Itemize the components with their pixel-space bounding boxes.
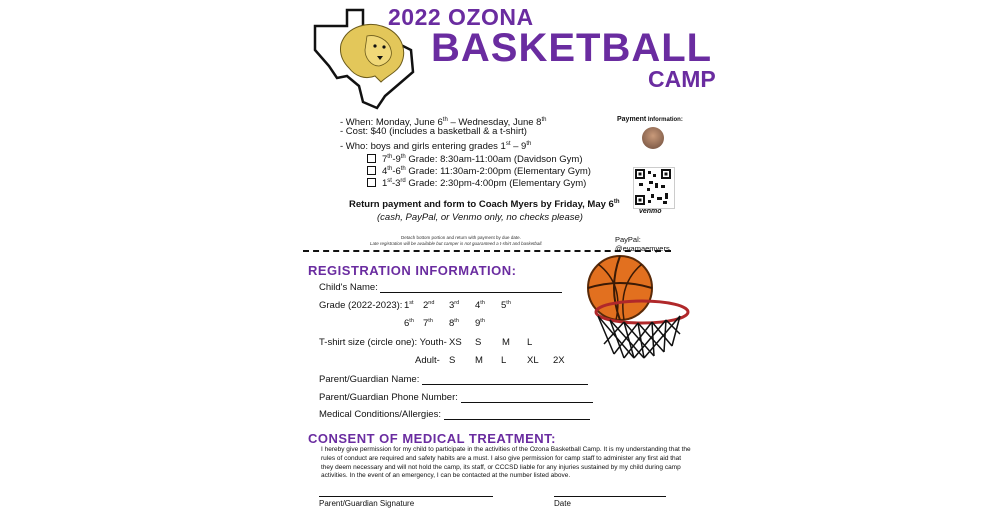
paypal-handle: PayPal: @evamaemyers xyxy=(615,235,670,253)
size-option[interactable]: 2X xyxy=(553,355,565,366)
tshirt-label: T-shirt size (circle one): Youth- xyxy=(319,337,447,348)
avatar xyxy=(642,127,664,149)
date-label: Date xyxy=(554,499,571,508)
grade-option[interactable]: 2nd xyxy=(423,300,435,312)
session-row: 7th-9th Grade: 8:30am-11:00am (Davidson Gym) xyxy=(367,151,582,166)
checkbox-icon[interactable] xyxy=(367,154,376,163)
size-option[interactable]: M xyxy=(502,337,510,348)
size-option[interactable]: XS xyxy=(449,337,462,348)
grade-option[interactable]: 8th xyxy=(449,318,459,330)
payment-title: Payment Information: xyxy=(617,116,683,123)
grade-label: Grade (2022-2023): xyxy=(319,300,403,311)
qr-code-icon xyxy=(635,169,671,205)
signature-line[interactable] xyxy=(319,496,493,497)
guardian-phone-input[interactable] xyxy=(461,392,593,403)
detach-line xyxy=(303,250,671,252)
checkbox-icon[interactable] xyxy=(367,166,376,175)
return-note: Return payment and form to Coach Myers by Friday, May 6th xyxy=(349,199,620,211)
when-line: - When: Monday, June 6th – Wednesday, June 8th xyxy=(340,117,547,129)
grade-option[interactable]: 9th xyxy=(475,318,485,330)
return-note-sub: (cash, PayPal, or Venmo only, no checks please) xyxy=(377,212,583,223)
session-row: 1st-3rd Grade: 2:30pm-4:00pm (Elementary Gym) xyxy=(367,175,586,190)
venmo-label: venmo xyxy=(639,208,662,215)
grade-option[interactable]: 1st xyxy=(404,300,414,312)
size-option[interactable]: L xyxy=(527,337,533,348)
title-year: 2022 OZONA xyxy=(388,4,534,30)
grade-option[interactable]: 3rd xyxy=(449,300,460,312)
grade-option[interactable]: 6th xyxy=(404,318,414,330)
fine-print: Detach bottom portion and return with payment by due date. xyxy=(401,235,521,240)
size-option[interactable]: S xyxy=(449,355,456,366)
flyer-page xyxy=(303,0,716,520)
session-row: 4th-6th Grade: 11:30am-2:00pm (Elementary Gym) xyxy=(367,163,591,178)
size-option[interactable]: L xyxy=(501,355,507,366)
consent-text: I hereby give permission for my child to participate in the activities of the Ozona Basketball Camp. It is my understanding that the rules of conduct are required and safety habits are a must. I also give permission for camp staff to administer any first aid that they deem necessary and will not hold the camp, its staff, or CCCSD liable for any injuries sustained by my child during camp activities. In the event of an emergency, I can be contacted at the number listed above. xyxy=(321,446,691,480)
size-option[interactable]: XL xyxy=(527,355,539,366)
who-line: - Who: boys and girls entering grades 1st – 9th xyxy=(340,141,532,153)
guardian-phone-field: Parent/Guardian Phone Number: xyxy=(319,392,593,403)
size-option[interactable]: S xyxy=(475,337,482,348)
guardian-name-field: Parent/Guardian Name: xyxy=(319,374,588,385)
grade-option[interactable]: 7th xyxy=(423,318,433,330)
consent-title: CONSENT OF MEDICAL TREATMENT: xyxy=(308,431,557,446)
signature-label: Parent/Guardian Signature xyxy=(319,499,415,508)
grade-option[interactable]: 5th xyxy=(501,300,511,312)
checkbox-icon[interactable] xyxy=(367,178,376,187)
cost-line: - Cost: $40 (includes a basketball & a t-shirt) xyxy=(340,126,527,137)
title-camp: CAMP xyxy=(648,66,716,92)
guardian-name-input[interactable] xyxy=(422,374,588,385)
size-option[interactable]: M xyxy=(475,355,483,366)
child-name-input[interactable] xyxy=(380,282,562,293)
child-name-field: Child's Name: xyxy=(319,282,562,293)
medical-field: Medical Conditions/Allergies: xyxy=(319,409,590,420)
registration-title: REGISTRATION INFORMATION: xyxy=(308,263,517,278)
medical-input[interactable] xyxy=(444,409,590,420)
date-line[interactable] xyxy=(554,496,666,497)
grade-option[interactable]: 4th xyxy=(475,300,485,312)
adult-label: Adult- xyxy=(415,355,440,366)
title-main: BASKETBALL xyxy=(431,26,713,70)
basketball-hoop-icon xyxy=(580,254,690,364)
fine-print: Late registration will be available but camper is not guaranteed a t-shirt and basketball. xyxy=(370,241,543,246)
